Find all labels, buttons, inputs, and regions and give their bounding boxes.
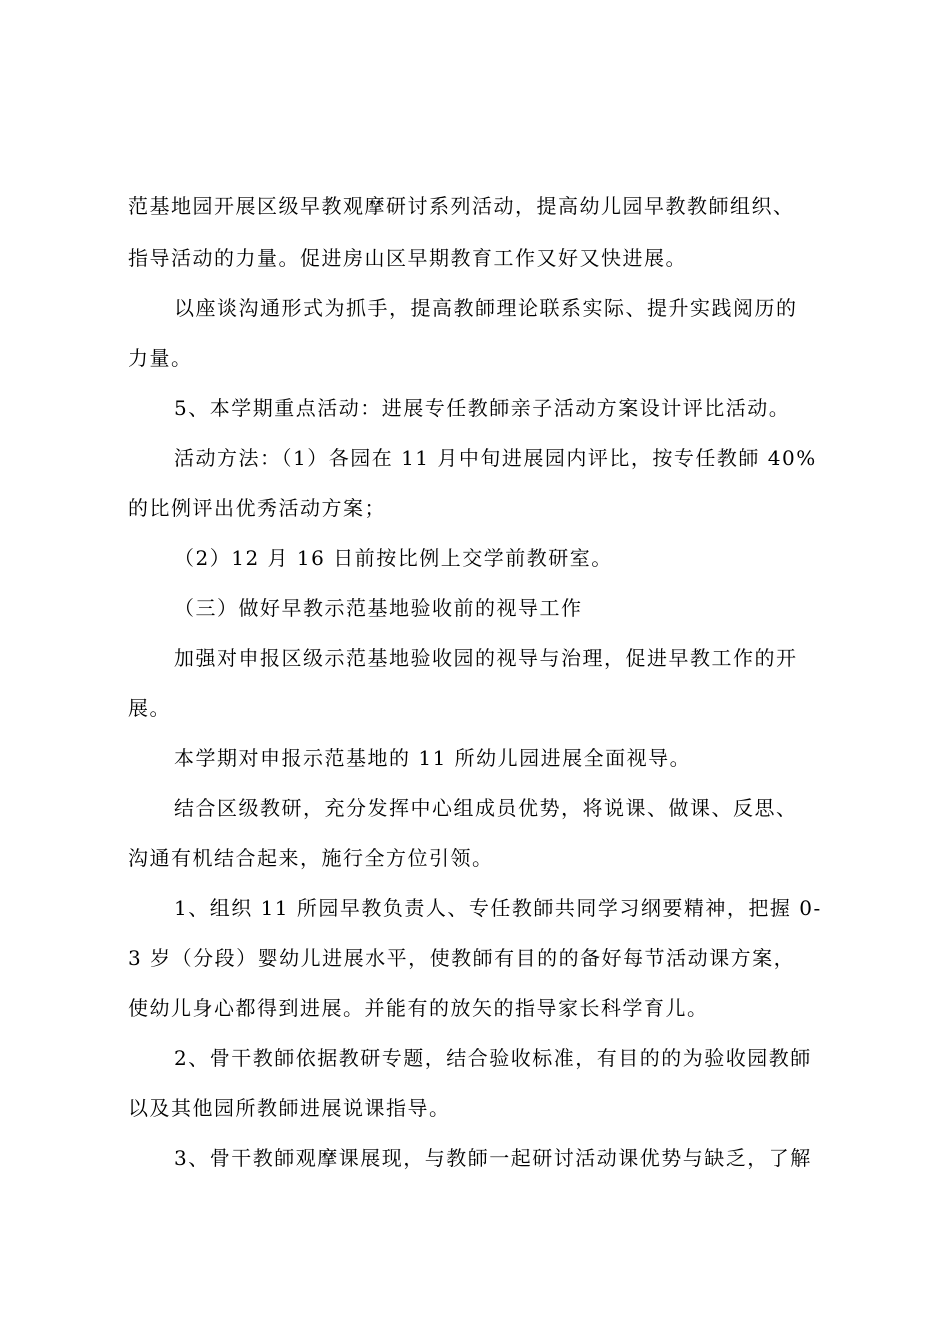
text-line: 展。 [128, 696, 171, 720]
text-line: 3 岁（分段）婴幼儿进展水平，使教師有目的的备好每节活动课方案， [128, 946, 796, 970]
text-line: 指导活动的力量。促进房山区早期教育工作又好又快进展。 [128, 246, 687, 270]
text-line: 使幼儿身心都得到进展。并能有的放矢的指导家长科学育儿。 [128, 996, 709, 1020]
text-line: 活动方法：（1）各园在 11 月中旬进展园内评比，按专任教師 40% [174, 446, 817, 470]
section-heading: （三）做好早教示范基地验收前的视导工作 [174, 596, 583, 620]
text-line: 沟通有机结合起来，施行全方位引领。 [128, 846, 494, 870]
text-line: 加强对申报区级示范基地验收园的视导与治理，促进早教工作的开 [174, 646, 798, 670]
text-line: 本学期对申报示范基地的 11 所幼儿园进展全面视导。 [174, 746, 692, 770]
text-line: 2、骨干教師依据教研专题，结合验收标准，有目的的为验收园教師 [174, 1046, 812, 1070]
text-line: 3、骨干教師观摩课展现，与教師一起研讨活动课优势与缺乏，了解 [174, 1146, 812, 1170]
text-line: 以座谈沟通形式为抓手，提高教師理论联系实际、提升实践阅历的 [174, 296, 798, 320]
text-line: 的比例评出优秀活动方案； [128, 496, 386, 520]
text-line: 以及其他园所教師进展说课指导。 [128, 1096, 451, 1120]
text-line: 1、组织 11 所园早教负责人、专任教師共同学习纲要精神，把握 0- [174, 896, 822, 920]
text-line: 结合区级教研，充分发挥中心组成员优势，将说课、做课、反思、 [174, 796, 798, 820]
text-line: 力量。 [128, 346, 193, 370]
text-line: 5、本学期重点活动：进展专任教師亲子活动方案设计评比活动。 [174, 396, 791, 420]
text-line: （2）12 月 16 日前按比例上交学前教研室。 [174, 546, 613, 570]
text-line: 范基地园开展区级早教观摩研讨系列活动，提高幼儿园早教教師组织、 [128, 194, 795, 218]
